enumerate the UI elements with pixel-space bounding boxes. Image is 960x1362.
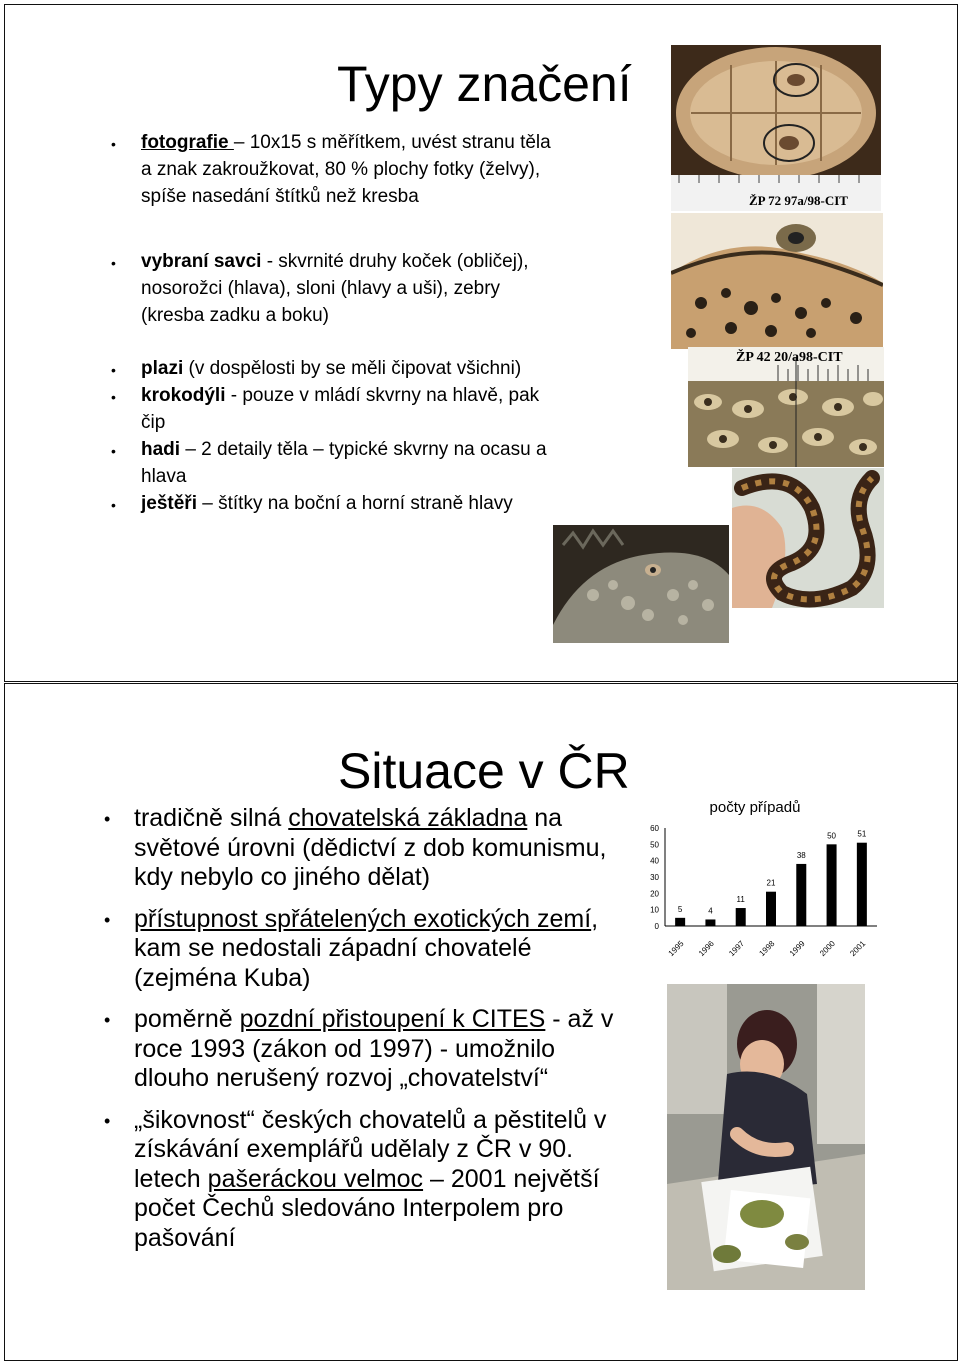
bullet-text: – 2 detaily těla – typické skvrny na ocasu a (180, 439, 547, 460)
bullet-item (104, 804, 654, 893)
turtle-ruler-label: ŽP 72 97a/98-CIT (749, 193, 848, 208)
bullet-text: poměrně (134, 1005, 240, 1033)
slide-typy-znaceni (4, 4, 958, 682)
bullet-text: spíše nasedání štítků než kresba (141, 186, 419, 207)
snake-hand-photo (732, 468, 884, 608)
x-tick-label: 2001 (848, 939, 868, 958)
x-tick-label: 2000 (818, 939, 837, 958)
bullet-lead: vybraní savci (141, 251, 262, 272)
bullet-dot: • (104, 1110, 111, 1131)
data-label: 5 (677, 904, 683, 914)
inspector-with-papers-photo (667, 984, 865, 1290)
crocodile-head-photo (671, 213, 883, 349)
bullet-lead: krokodýli (141, 385, 226, 406)
bullet-text: letech (134, 1164, 208, 1193)
slide-title: Situace v ČR (338, 743, 630, 799)
x-tick-label: 1996 (696, 939, 716, 958)
bullet-dot: • (111, 443, 116, 459)
y-tick-label: 0 (654, 922, 659, 931)
bullet-text: - skvrnité druhy koček (obličej), (261, 251, 529, 272)
y-tick-label: 50 (650, 840, 659, 850)
bullet-dot: • (104, 909, 111, 930)
bar (857, 843, 867, 926)
y-tick-label: 40 (650, 856, 659, 866)
bullet-lead: fotografie (141, 132, 234, 153)
bullet-text: , (591, 904, 599, 933)
bar (766, 892, 776, 926)
data-label: 4 (708, 906, 713, 916)
x-tick-label: 1997 (727, 939, 747, 958)
data-label: 11 (736, 895, 745, 905)
x-tick-label: 1995 (666, 939, 686, 958)
underlined-phrase: pašeráckou velmoc (207, 1164, 424, 1193)
y-tick-label: 60 (650, 824, 659, 833)
bar (736, 908, 746, 926)
underlined-phrase: pozdní přistoupení k CITES (239, 1005, 546, 1033)
data-label: 51 (857, 829, 867, 839)
bullet-text: - až v (545, 1005, 614, 1033)
y-tick-label: 30 (650, 873, 659, 882)
bullet-item (111, 490, 631, 517)
bullet-text: roce 1993 (zákon od 1997) - umožnilo (134, 1034, 556, 1063)
bullet-text: nosorožci (hlava), sloni (hlavy a uši), zebry (141, 278, 501, 299)
bullet-dot: • (104, 1010, 111, 1030)
data-label: 50 (827, 831, 837, 841)
bullet-lead: hadi (141, 439, 181, 460)
bullet-text: a znak zakroužkovat, 80 % plochy fotky (želvy), (141, 159, 541, 180)
bullet-text: kdy nebylo co jiného dělat) (134, 863, 431, 891)
bullet-dot: • (104, 809, 111, 829)
bullet-item (104, 1105, 654, 1254)
bullet-text: – štítky na boční a horní straně hlavy (196, 493, 513, 514)
chart-title: počty případů (709, 799, 801, 816)
bullet-text: počet Čechů sledováno Interpolem pro (134, 1194, 564, 1222)
bullet-dot: • (111, 255, 116, 271)
slide-title: Typy značení (337, 56, 632, 112)
bullet-text: – 2001 největší (423, 1164, 600, 1193)
bullet-lead: plazi (141, 358, 184, 379)
bar (827, 844, 837, 926)
snake-skin-photo (688, 347, 884, 467)
bullet-list (111, 129, 631, 517)
turtle-shell-photo (671, 45, 881, 211)
bullet-text: světové úrovni (dědictví z dob komunismu, (134, 833, 607, 862)
bullet-text: (v dospělosti by se měli čipovat všichni) (183, 358, 522, 379)
bullet-text: (zejména Kuba) (134, 963, 311, 992)
chart-canvas (645, 800, 885, 960)
snake-ruler-label: ŽP 42 20/a98-CIT (736, 350, 843, 365)
y-tick-label: 10 (650, 905, 659, 915)
data-label: 38 (796, 850, 806, 860)
bullet-dot: • (111, 362, 116, 378)
bullet-text: na (527, 804, 563, 832)
bullet-dot: • (111, 389, 116, 405)
y-tick-label: 20 (650, 889, 659, 899)
bullet-text: hlava (141, 466, 187, 487)
bullet-text: - pouze v mládí skvrny na hlavě, pak (225, 385, 540, 406)
bullet-lead: ještěři (141, 493, 197, 514)
slide-situace-v-cr (4, 683, 958, 1361)
x-tick-label: 1999 (787, 939, 807, 958)
bar (796, 864, 806, 926)
bullet-item (104, 1005, 654, 1094)
bullet-text: „šikovnost“ českých chovatelů a pěstitelů v (134, 1105, 607, 1134)
bullet-text: získávání exemplářů udělaly z ČR v 90. (134, 1135, 574, 1163)
cases-bar-chart (645, 800, 885, 960)
bullet-item (111, 355, 631, 382)
bullet-item (111, 248, 631, 329)
x-tick-label: 1998 (757, 939, 777, 958)
bullet-text: tradičně silná (134, 804, 289, 832)
bullet-text: kam se nedostali západní chovatelé (134, 934, 532, 962)
data-label: 21 (766, 878, 776, 888)
underlined-phrase: přístupnost spřátelených exotických zemí (134, 904, 592, 933)
bullet-text: čip (141, 412, 166, 433)
bullet-text: pašování (134, 1223, 236, 1252)
bullet-text: (kresba zadku a boku) (141, 305, 329, 326)
bullet-list (104, 804, 654, 1253)
iguana-photo (553, 525, 729, 643)
underlined-phrase: chovatelská základna (288, 804, 528, 832)
bullet-item (111, 382, 631, 436)
bar (705, 919, 715, 926)
bullet-item (104, 904, 654, 994)
bullet-text: – 10x15 s měřítkem, uvést stranu těla (233, 132, 551, 153)
bullet-dot: • (111, 497, 116, 513)
bullet-text: dlouho nerušený rozvoj „chovatelství“ (134, 1064, 549, 1092)
bullet-dot: • (111, 136, 116, 152)
bullet-item (111, 436, 631, 490)
bar (675, 918, 685, 926)
bullet-item (111, 129, 631, 210)
